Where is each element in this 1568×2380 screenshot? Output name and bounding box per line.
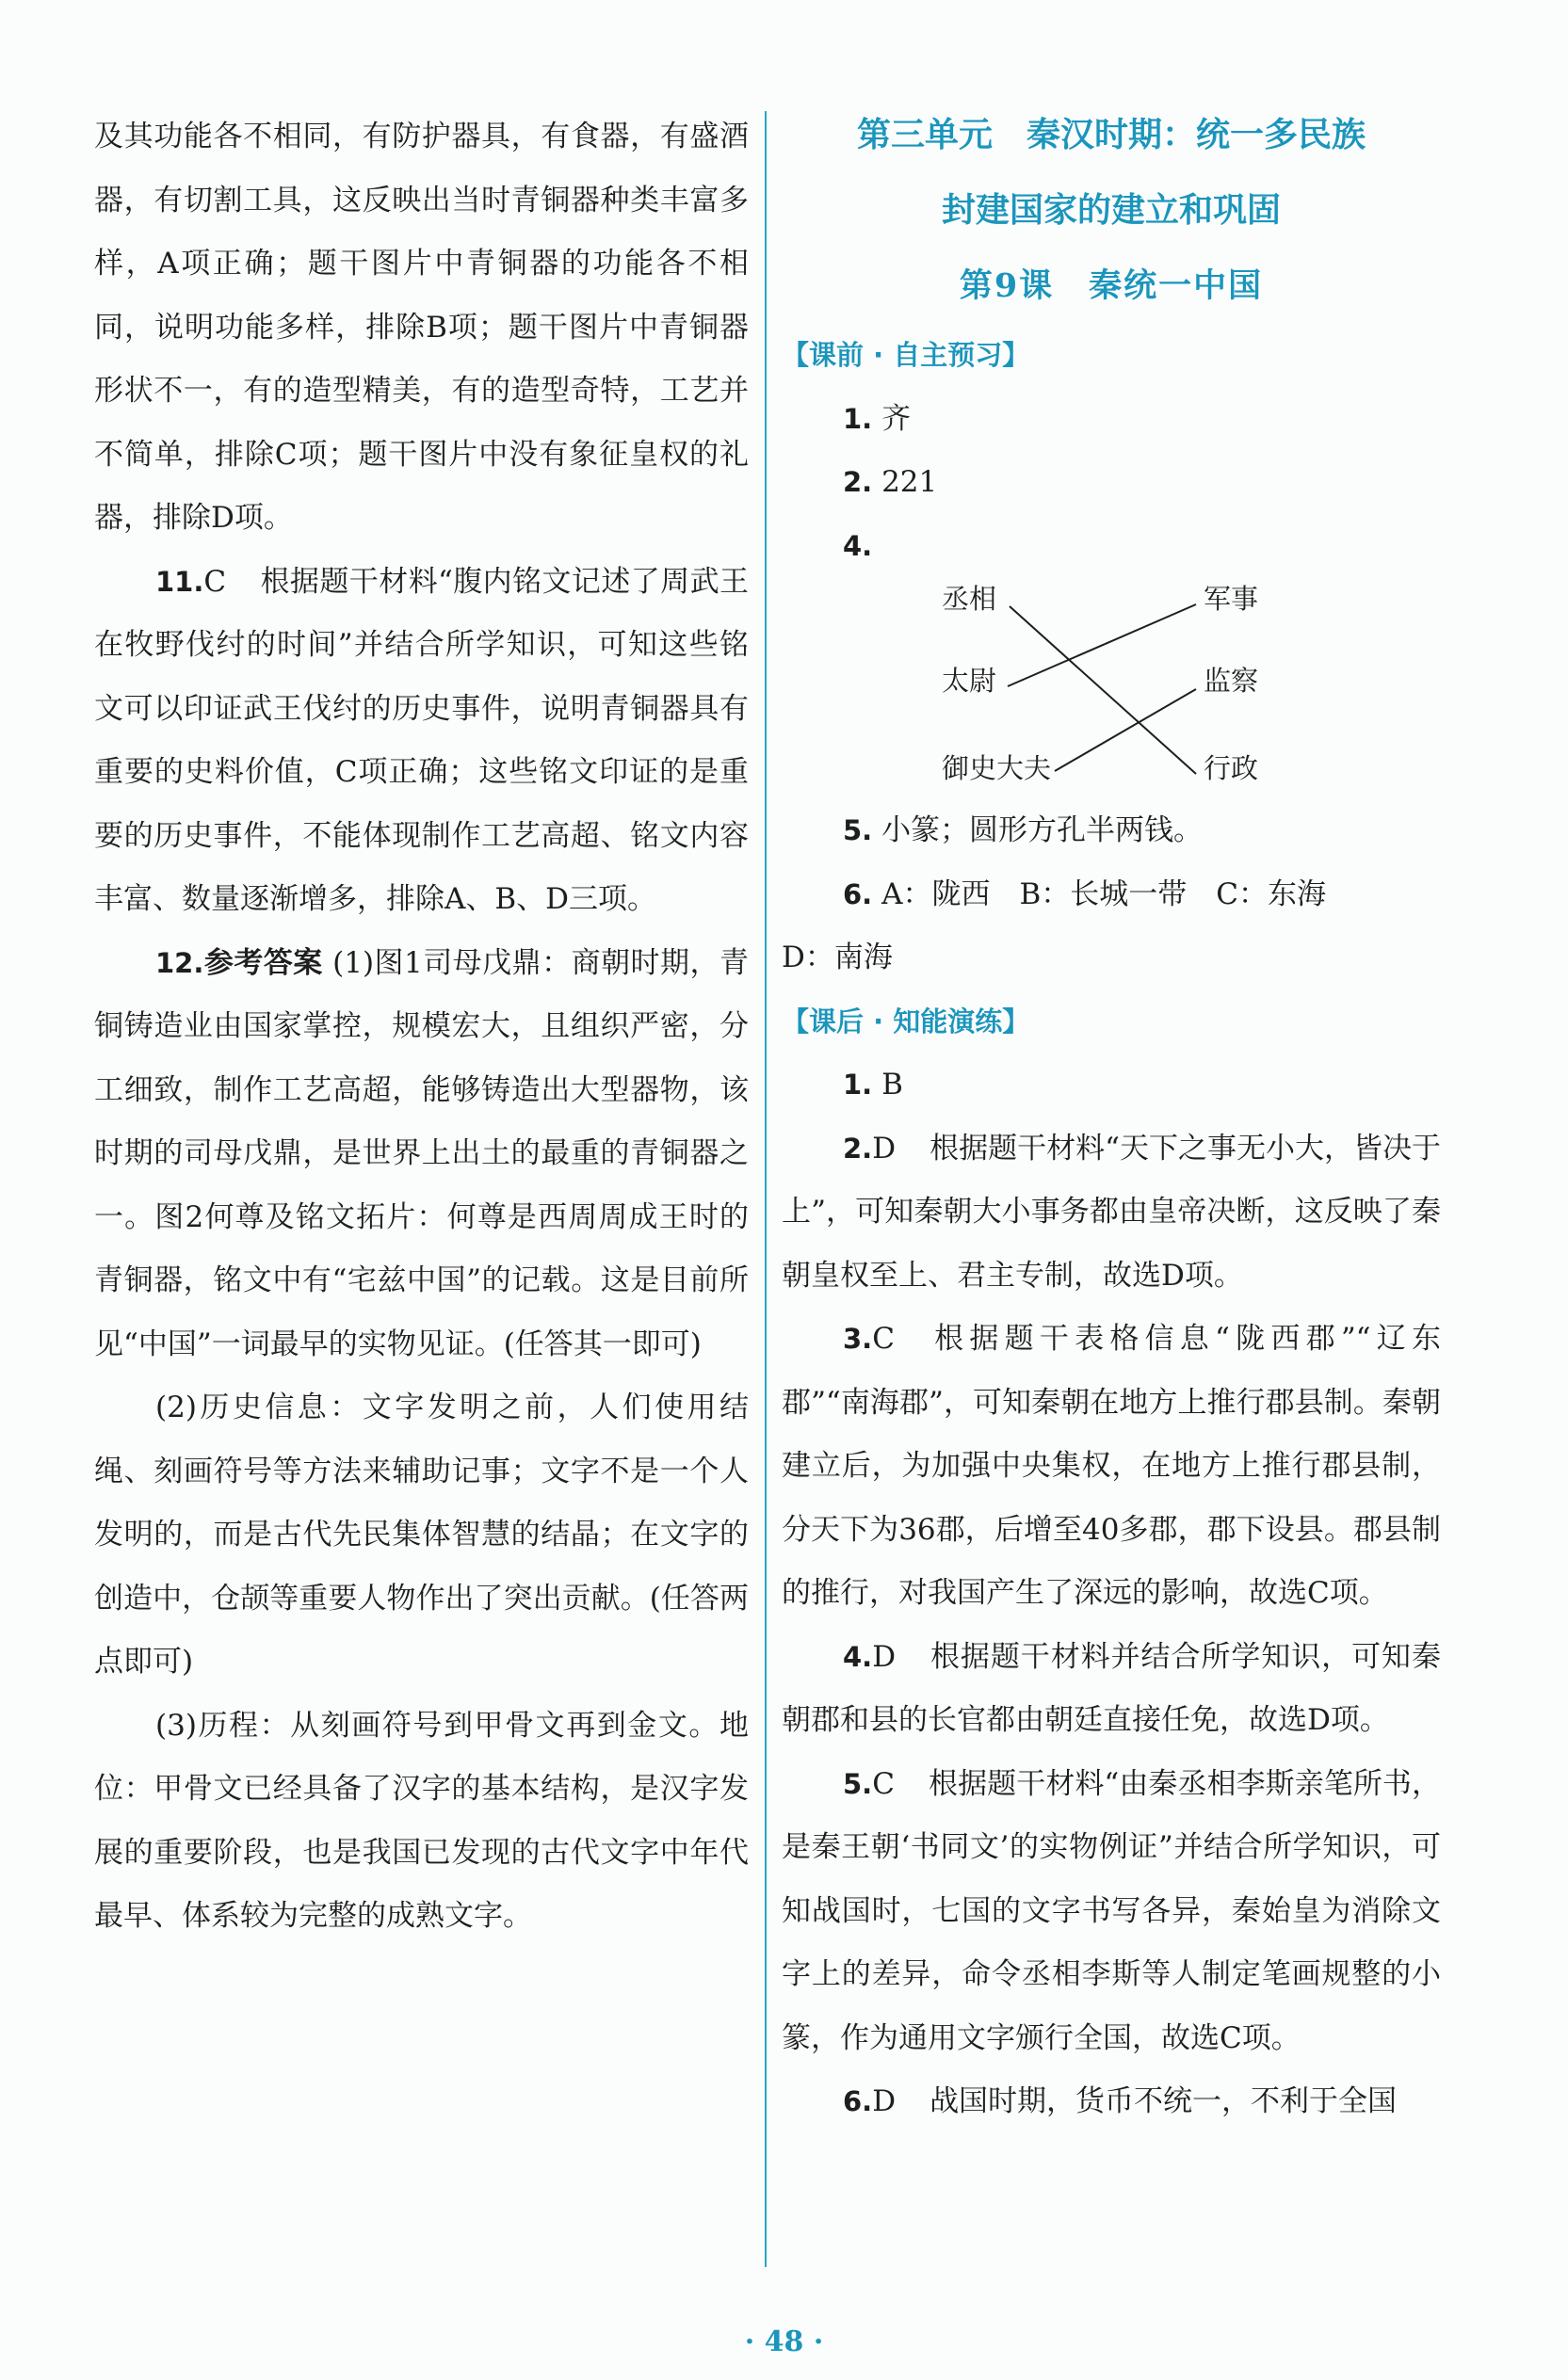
matching-diagram <box>782 578 1441 799</box>
q12-answer-part2: (2)历史信息：文字发明之前，人们使用结绳、刻画符号等方法来辅助记事；文字不是一个人发明的，而是古代先民集体智慧的结晶；在文字的创造中，仓颉等重要人物作出了突出贡献。(任答两点即可) <box>94 1391 749 1679</box>
pre-5-text: 小篆；圆形方孔半两钱。 <box>881 813 1204 847</box>
pre-answer-1 <box>782 388 1441 452</box>
post-2-number: 2. <box>843 1132 873 1165</box>
post-1-text: B <box>881 1068 903 1102</box>
pre-5-number: 5. <box>843 814 873 846</box>
q12-label: 参考答案 <box>203 945 323 980</box>
q11-explanation: 根据题干材料“腹内铭文记述了周武王在牧野伐纣的时间”并结合所学知识，可知这些铭文可以印证武王伐纣的历史事件，说明青铜器具有重要的史料价值，C项正确；这些铭文印证的是重要的历史事件，不能体现制作工艺高超、铭文内容丰富、数量逐渐增多，排除A、B、D三项。 <box>94 564 749 916</box>
pre-1-number: 1. <box>843 402 873 435</box>
post-2-option: D <box>872 1131 897 1166</box>
pre-6-text: A：陇西 B：长城一带 C：东海 <box>881 876 1326 911</box>
post-answer-5 <box>782 1753 1441 2071</box>
pre-answer-6 <box>782 863 1441 927</box>
pre-answer-2 <box>782 451 1441 515</box>
page-number: · 48 · <box>744 2325 824 2358</box>
post-6-text: 战国时期，货币不统一，不利于全国 <box>929 2084 1398 2118</box>
pre-answer-5 <box>782 799 1441 863</box>
post-1-number: 1. <box>843 1069 873 1101</box>
unit-title-line2: 封建国家的建立和巩固 <box>941 191 1281 230</box>
match-right-1: 军事 <box>1204 583 1259 615</box>
pre-answer-4 <box>782 515 1441 579</box>
column-divider <box>765 111 767 2267</box>
post-5-number: 5. <box>843 1767 873 1800</box>
post-3-option: C <box>872 1322 895 1356</box>
pre-2-text: 221 <box>881 465 938 499</box>
post-6-number: 6. <box>843 2085 873 2117</box>
line-censor-supervision <box>1055 689 1196 771</box>
q10-explanation-cont: 及其功能各不相同，有防护器具，有食器，有盛酒器，有切割工具，这反映出当时青铜器种类丰富多样，A项正确；题干图片中青铜器的功能各不相同，说明功能多样，排除B项；题干图片中青铜器形状不一，有的造型精美，有的造型奇特，工艺并不简单，排除C项；题干图片中没有象征皇权的礼器，排除D项。 <box>94 120 749 535</box>
unit-title-line1: 第三单元 秦汉时期：统一多民族 <box>856 116 1366 154</box>
pre-answer-6-cont: D：南海 <box>782 941 893 974</box>
matching-lines <box>782 578 1441 799</box>
post-5-option: C <box>872 1766 895 1801</box>
match-right-3: 行政 <box>1204 752 1259 784</box>
pre-4-number: 4. <box>843 529 873 562</box>
post-6-option: D <box>872 2084 897 2118</box>
line-chancellor-admin <box>1010 606 1196 774</box>
post-2-text: 根据题干材料“天下之事无小大，皆决于上”，可知秦朝大小事务都由皇帝决断，这反映了秦朝皇权至上、君主专制，故选D项。 <box>782 1131 1441 1293</box>
match-left-2: 太尉 <box>942 665 997 697</box>
section-practice-heading: 【课后 · 知能演练】 <box>782 1005 1030 1037</box>
q12-answer-part3: (3)历程：从刻画符号到甲骨文再到金文。地位：甲骨文已经具备了汉字的基本结构，是汉字发展的重要阶段，也是我国已发现的古代文字中年代最早、体系较为完整的成熟文字。 <box>94 1708 749 1933</box>
post-answer-4 <box>782 1626 1441 1753</box>
right-column <box>782 105 1441 2134</box>
q11-option: C <box>203 564 227 599</box>
post-4-option: D <box>872 1639 897 1674</box>
pre-2-number: 2. <box>843 466 873 498</box>
section-preview-heading: 【课前 · 自主预习】 <box>782 339 1030 371</box>
q11-number: 11. <box>155 565 204 598</box>
line-taiwei-military <box>1008 604 1196 686</box>
post-answer-3 <box>782 1308 1441 1626</box>
post-3-number: 3. <box>843 1323 873 1355</box>
post-4-number: 4. <box>843 1640 873 1673</box>
match-right-2: 监察 <box>1204 665 1259 697</box>
post-answer-6 <box>782 2070 1441 2134</box>
left-column <box>94 105 749 1949</box>
pre-1-text: 齐 <box>881 401 912 436</box>
q12-answer-part1 <box>94 932 749 1377</box>
post-5-text: 根据题干材料“由秦丞相李斯亲笔所书，是秦王朝‘书同文’的实物例证”并结合所学知识，可知战国时，七国的文字书写各异，秦始皇为消除文字上的差异，命令丞相李斯等人制定笔画规整的小篆，作为通用文字颁行全国，故选C项。 <box>782 1766 1441 2055</box>
post-answer-2 <box>782 1118 1441 1309</box>
q12-number: 12. <box>155 946 204 979</box>
match-left-1: 丞相 <box>942 583 997 615</box>
q11-answer <box>94 551 749 932</box>
pre-6-number: 6. <box>843 877 873 910</box>
q12-text-1: (1)图1司母戊鼎：商朝时期，青铜铸造业由国家掌控，规模宏大，且组织严密，分工细致，制作工艺高超，能够铸造出大型器物，该时期的司母戊鼎，是世界上出土的最重的青铜器之一。图2何尊及铭文拓片：何尊是西周周成王时的青铜器，铭文中有“宅兹中国”的记载。这是目前所见“中国”一词最早的实物见证。(任答其一即可) <box>94 945 750 1361</box>
post-3-text: 根据题干表格信息“陇西郡”“辽东郡”“南海郡”，可知秦朝在地方上推行郡县制。秦朝建立后，为加强中央集权，在地方上推行郡县制，分天下为36郡，后增至40多郡，郡下设县。郡县制的推行，对我国产生了深远的影响，故选C项。 <box>782 1322 1441 1610</box>
post-4-text: 根据题干材料并结合所学知识，可知秦朝郡和县的长官都由朝廷直接任免，故选D项。 <box>782 1639 1441 1737</box>
match-left-3: 御史大夫 <box>942 752 1052 784</box>
post-answer-1 <box>782 1053 1441 1118</box>
lesson-title: 第9课 秦统一中国 <box>959 266 1264 305</box>
